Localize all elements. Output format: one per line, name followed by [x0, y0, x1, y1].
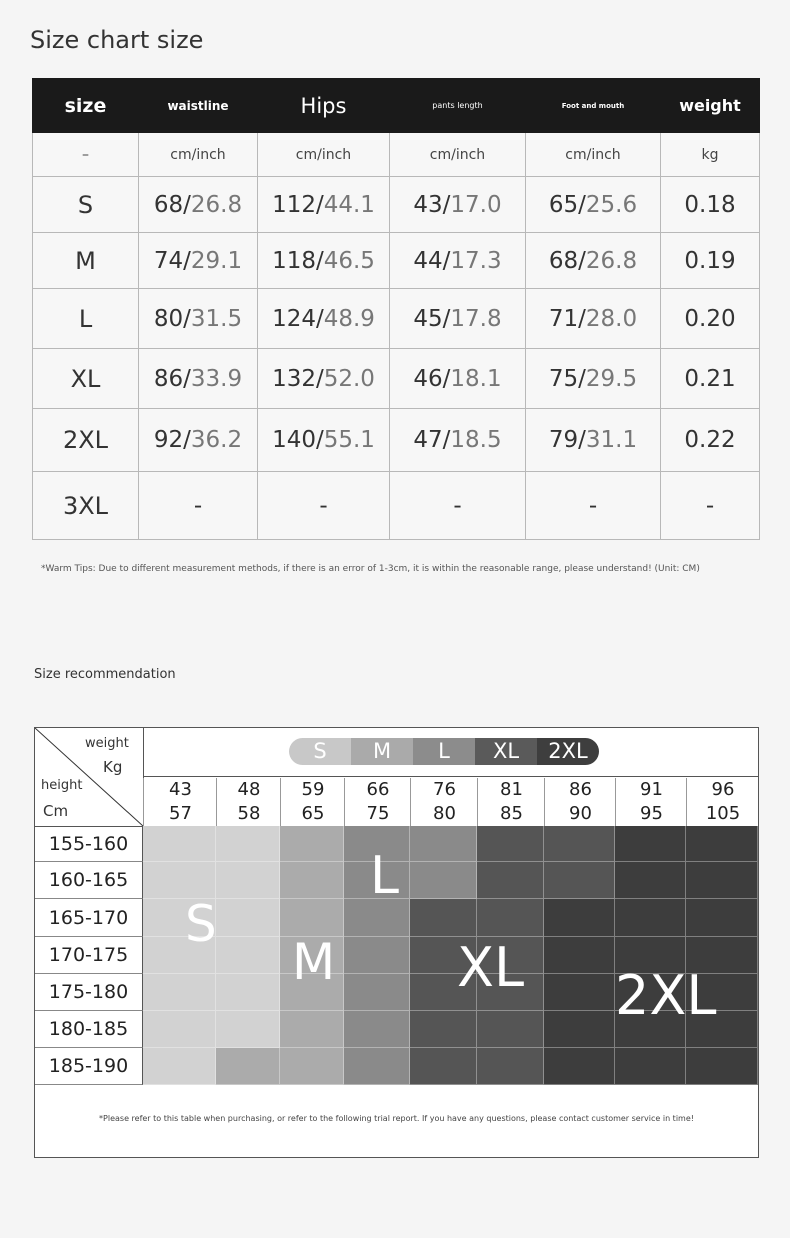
grid-cell-s: [143, 862, 216, 899]
unit-separator: /: [578, 427, 586, 453]
legend-size-m: M: [351, 738, 413, 765]
size-label: XL: [33, 349, 139, 409]
hips-value: [258, 349, 390, 409]
hips-cm: 112: [272, 191, 316, 218]
header-waistline: waistline: [139, 79, 258, 133]
grid-cell-2xl: [615, 862, 686, 899]
length-inch: 17.0: [450, 191, 502, 218]
foot-cm: 75: [548, 365, 579, 392]
weight-range-to: 75: [366, 803, 390, 824]
length-inch: 17.8: [450, 305, 502, 332]
waist-cm: 86: [153, 365, 184, 392]
header-foot-and-mouth: Foot and mouth: [526, 79, 661, 133]
grid-cell-2xl: [686, 826, 758, 862]
hips-value: [258, 289, 390, 349]
hips-inch: 44.1: [323, 191, 375, 218]
unit-weight: kg: [661, 133, 760, 177]
unit-separator: /: [578, 305, 586, 332]
legend-divider: [143, 776, 758, 777]
length-value: [390, 233, 526, 289]
header-pants-length: pants length: [390, 79, 526, 133]
grid-cell-xl: [477, 826, 544, 862]
weight-range-from: 48: [237, 779, 261, 800]
grid-cell-xl: [477, 899, 544, 937]
grid-cell-m: [280, 862, 344, 899]
grid-cell-s: [216, 899, 280, 937]
hips-value: [258, 177, 390, 233]
grid-cell-2xl: [686, 899, 758, 937]
hips-cm: -: [319, 492, 328, 519]
size-chart-table: [32, 78, 760, 540]
weight-range-column: [410, 778, 478, 826]
size-row: [33, 472, 760, 540]
waist-cm: 92: [153, 427, 184, 453]
foot-inch: 31.1: [585, 427, 638, 453]
grid-cell-l: [344, 1048, 410, 1085]
grid-cell-2xl: [544, 1048, 615, 1085]
unit-separator: /: [183, 365, 191, 392]
corner-weight-label: weight: [85, 736, 129, 751]
page-title: Size chart size: [30, 26, 204, 54]
region-label-2xl: 2XL: [615, 964, 717, 1027]
foot-value: [526, 472, 661, 540]
length-inch: 17.3: [450, 247, 502, 274]
unit-separator: /: [578, 365, 586, 392]
grid-cell-xl: [477, 862, 544, 899]
size-table-header-row: [33, 79, 760, 133]
height-range-label: 165-170: [35, 899, 143, 937]
grid-cell-s: [216, 937, 280, 974]
foot-inch: 28.0: [585, 305, 638, 332]
grid-cell-xl: [410, 1011, 477, 1048]
weight-range-from: 66: [366, 779, 390, 800]
unit-separator: /: [315, 305, 324, 332]
recommendation-note: *Please refer to this table when purchasing, or refer to the following trial report. If you have any questions, please contact customer service in time!: [99, 1114, 694, 1123]
corner-kg-label: Kg: [103, 758, 123, 776]
grid-cell-2xl: [686, 1048, 758, 1085]
length-cm: 46: [413, 365, 443, 392]
weight-range-to: 80: [433, 803, 456, 824]
unit-separator: /: [442, 427, 451, 453]
foot-inch: 29.5: [585, 365, 638, 392]
weight-range-to: 105: [705, 803, 741, 824]
size-label: 2XL: [33, 409, 139, 472]
hips-cm: 124: [272, 305, 316, 332]
height-range-label: 185-190: [35, 1048, 143, 1085]
grid-cell-2xl: [544, 974, 615, 1011]
grid-cell-s: [143, 1048, 216, 1085]
grid-cell-l: [344, 937, 410, 974]
size-row: [33, 409, 760, 472]
foot-cm: 68: [548, 247, 579, 274]
grid-cell-2xl: [544, 899, 615, 937]
weight-range-from: 86: [569, 779, 592, 800]
size-label: L: [33, 289, 139, 349]
length-inch: 18.5: [450, 427, 502, 453]
size-label: 3XL: [33, 472, 139, 540]
weight-range-column: [477, 778, 545, 826]
length-cm: 45: [413, 305, 443, 332]
region-label-xl: XL: [457, 936, 525, 999]
weight-range-from: 81: [500, 779, 523, 800]
grid-cell-l: [410, 862, 477, 899]
height-range-label: 175-180: [35, 974, 143, 1011]
weight-range-column: [544, 778, 616, 826]
grid-cell-2xl: [686, 862, 758, 899]
weight-range-to: 57: [169, 803, 192, 824]
size-legend-pill: [289, 738, 599, 765]
foot-cm: 79: [548, 427, 579, 453]
grid-cell-xl: [544, 862, 615, 899]
unit-waistline: cm/inch: [139, 133, 258, 177]
grid-cell-l: [344, 1011, 410, 1048]
weight-range-to: 95: [640, 803, 663, 824]
height-range-label: 160-165: [35, 862, 143, 899]
length-value: [390, 177, 526, 233]
grid-cell-2xl: [615, 899, 686, 937]
hips-inch: 52.0: [323, 365, 375, 392]
weight-range-to: 58: [237, 803, 261, 824]
unit-hips: cm/inch: [258, 133, 390, 177]
grid-cell-xl: [544, 826, 615, 862]
hips-value: [258, 233, 390, 289]
hips-inch: 55.1: [323, 427, 375, 453]
size-row: [33, 289, 760, 349]
grid-cell-2xl: [544, 1011, 615, 1048]
grid-cell-m: [280, 1011, 344, 1048]
grid-cell-s: [216, 1011, 280, 1048]
length-inch: 18.1: [450, 365, 502, 392]
hips-cm: 132: [272, 365, 316, 392]
unit-separator: /: [315, 247, 324, 274]
waist-inch: 29.1: [190, 247, 243, 274]
unit-size: –: [33, 133, 139, 177]
size-label: M: [33, 233, 139, 289]
grid-cell-l: [410, 826, 477, 862]
hips-inch: 46.5: [323, 247, 375, 274]
length-value: [390, 349, 526, 409]
length-cm: 43: [413, 191, 443, 218]
length-cm: 47: [413, 427, 443, 453]
weight-value: 0.19: [661, 233, 760, 289]
unit-separator: /: [315, 427, 324, 453]
weight-range-to: 90: [569, 803, 592, 824]
header-hips: Hips: [258, 79, 390, 133]
waist-value: [139, 177, 258, 233]
unit-separator: /: [183, 247, 191, 274]
size-table-unit-row: [33, 133, 760, 177]
hips-inch: 48.9: [323, 305, 375, 332]
waist-value: [139, 472, 258, 540]
waist-value: [139, 289, 258, 349]
unit-separator: /: [442, 191, 451, 218]
unit-separator: /: [442, 365, 451, 392]
waist-inch: 31.5: [190, 305, 243, 332]
foot-inch: 26.8: [585, 247, 638, 274]
corner-header: [35, 728, 144, 827]
waist-cm: 80: [153, 305, 184, 332]
waist-value: [139, 233, 258, 289]
waist-value: [139, 409, 258, 472]
unit-separator: /: [442, 305, 451, 332]
region-label-s: S: [185, 895, 217, 953]
unit-separator: /: [315, 191, 324, 218]
size-recommendation-chart: [34, 727, 759, 1158]
grid-cell-2xl: [615, 1048, 686, 1085]
size-label: S: [33, 177, 139, 233]
foot-value: [526, 409, 661, 472]
size-row: [33, 233, 760, 289]
foot-cm: -: [588, 492, 598, 519]
waist-value: [139, 349, 258, 409]
grid-cell-xl: [410, 899, 477, 937]
foot-value: [526, 349, 661, 409]
foot-value: [526, 289, 661, 349]
grid-cell-2xl: [544, 937, 615, 974]
size-row: [33, 177, 760, 233]
weight-value: 0.22: [661, 409, 760, 472]
weight-range-from: 43: [169, 779, 192, 800]
length-value: [390, 289, 526, 349]
grid-cell-xl: [410, 1048, 477, 1085]
foot-cm: 65: [548, 191, 579, 218]
hips-cm: 140: [272, 427, 316, 453]
warm-tip: *Warm Tips: Due to different measurement methods, if there is an error of 1-3cm, it is within the reasonable range, please understand! (Unit: CM): [41, 564, 700, 574]
legend-size-s: S: [289, 738, 351, 765]
length-value: [390, 472, 526, 540]
legend-size-2xl: 2XL: [537, 738, 599, 765]
weight-value: 0.20: [661, 289, 760, 349]
grid-cell-m: [280, 899, 344, 937]
unit-separator: /: [315, 365, 324, 392]
unit-foot-and-mouth: cm/inch: [526, 133, 661, 177]
grid-cell-s: [143, 1011, 216, 1048]
foot-inch: 25.6: [585, 191, 638, 218]
weight-range-from: 91: [640, 779, 663, 800]
foot-cm: 71: [548, 305, 579, 332]
waist-inch: 26.8: [190, 191, 243, 218]
unit-separator: /: [183, 305, 191, 332]
recommendation-title: Size recommendation: [34, 667, 176, 682]
corner-cm-label: Cm: [43, 802, 69, 820]
header-size: size: [33, 79, 139, 133]
unit-separator: /: [183, 191, 191, 218]
foot-value: [526, 177, 661, 233]
size-row: [33, 349, 760, 409]
waist-inch: 33.9: [190, 365, 243, 392]
length-value: [390, 409, 526, 472]
weight-range-from: 76: [433, 779, 456, 800]
weight-range-column: [686, 778, 759, 826]
unit-separator: /: [183, 427, 191, 453]
length-cm: 44: [413, 247, 443, 274]
waist-cm: 68: [153, 191, 184, 218]
header-weight: weight: [661, 79, 760, 133]
grid-cell-xl: [477, 1048, 544, 1085]
hips-value: [258, 472, 390, 540]
grid-cell-s: [143, 826, 216, 862]
grid-cell-m: [280, 826, 344, 862]
weight-value: 0.21: [661, 349, 760, 409]
height-range-label: 180-185: [35, 1011, 143, 1048]
grid-cell-s: [216, 826, 280, 862]
weight-range-from: 59: [301, 779, 325, 800]
corner-height-label: height: [41, 778, 83, 793]
weight-range-to: 85: [500, 803, 523, 824]
foot-value: [526, 233, 661, 289]
weight-range-column: [344, 778, 411, 826]
height-range-label: 155-160: [35, 826, 143, 862]
weight-range-to: 65: [301, 803, 325, 824]
unit-separator: /: [578, 191, 586, 218]
waist-cm: -: [193, 492, 203, 519]
unit-separator: /: [442, 247, 451, 274]
grid-cell-m: [216, 1048, 280, 1085]
grid-cell-2xl: [615, 826, 686, 862]
grid-cell-s: [216, 974, 280, 1011]
region-label-l: L: [370, 846, 399, 906]
weight-range-column: [280, 778, 345, 826]
unit-pants-length: cm/inch: [390, 133, 526, 177]
grid-cell-l: [344, 974, 410, 1011]
region-label-m: M: [292, 933, 336, 991]
legend-size-l: L: [413, 738, 475, 765]
grid-cell-s: [216, 862, 280, 899]
height-range-label: 170-175: [35, 937, 143, 974]
grid-cell-s: [143, 974, 216, 1011]
waist-inch: 36.2: [190, 427, 243, 453]
weight-range-column: [216, 778, 281, 826]
weight-value: 0.18: [661, 177, 760, 233]
waist-cm: 74: [153, 247, 184, 274]
weight-range-column: [615, 778, 687, 826]
length-cm: -: [453, 492, 462, 519]
weight-value: -: [661, 472, 760, 540]
grid-cell-xl: [477, 1011, 544, 1048]
hips-value: [258, 409, 390, 472]
weight-range-from: 96: [711, 779, 735, 800]
weight-range-column: [143, 778, 217, 826]
hips-cm: 118: [272, 247, 316, 274]
legend-size-xl: XL: [475, 738, 537, 765]
unit-separator: /: [578, 247, 586, 274]
grid-cell-m: [280, 1048, 344, 1085]
